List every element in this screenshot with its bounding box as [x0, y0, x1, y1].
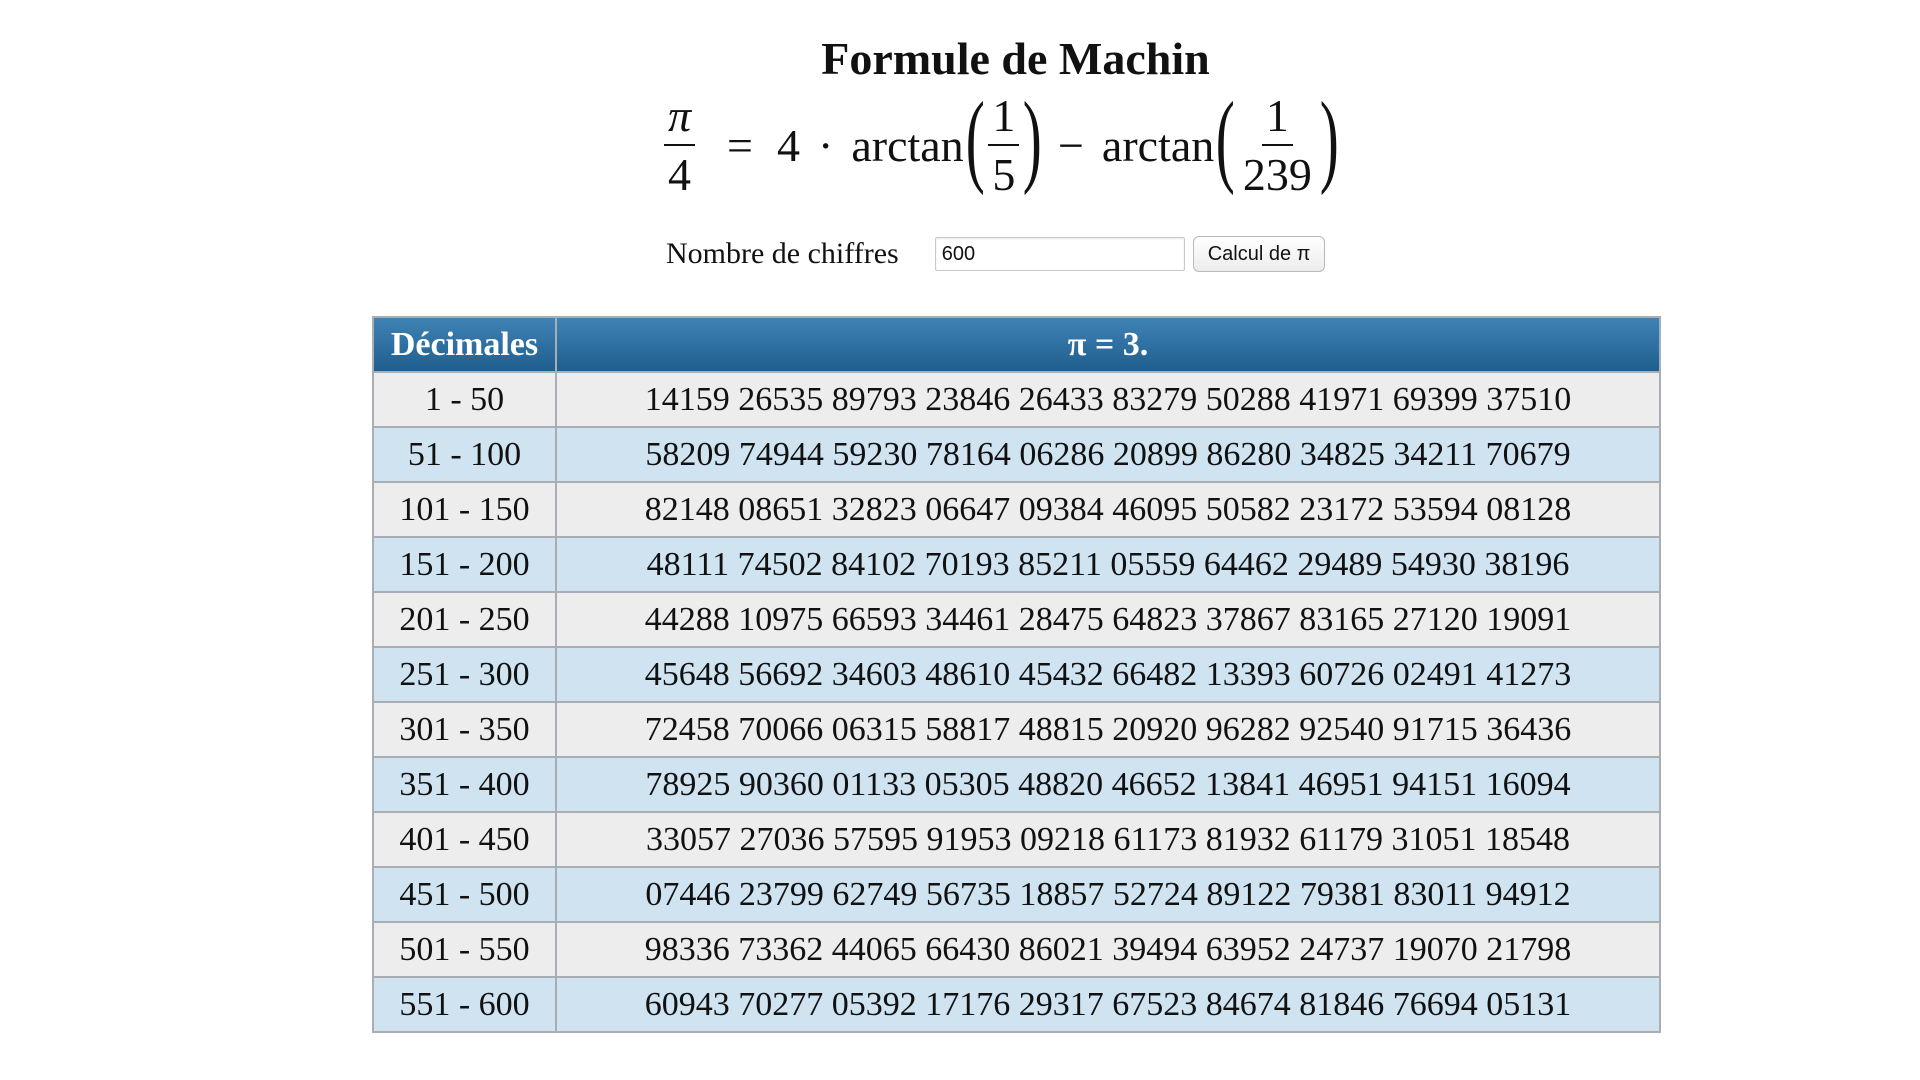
digits-cell: 60943 70277 05392 17176 29317 67523 84674 81846 76694 05131: [556, 977, 1660, 1032]
dot-operator: ·: [818, 119, 834, 171]
digits-cell: 45648 56692 34603 48610 45432 66482 13393 60726 02491 41273: [556, 647, 1660, 702]
lhs-numerator: π: [664, 93, 695, 146]
digits-cell: 98336 73362 44065 66430 86021 39494 63952 24737 19070 21798: [556, 922, 1660, 977]
table-row: [373, 482, 1660, 537]
table-row: [373, 647, 1660, 702]
compute-pi-button[interactable]: Calcul de π: [1193, 236, 1326, 272]
digits-cell: 14159 26535 89793 23846 26433 83279 50288 41971 69399 37510: [556, 372, 1660, 427]
frac1-numerator: 1: [988, 93, 1019, 146]
range-cell: 201 - 250: [373, 592, 556, 647]
range-cell: 151 - 200: [373, 537, 556, 592]
table-row: [373, 757, 1660, 812]
table-row: [373, 977, 1660, 1032]
digits-controls: [666, 234, 1325, 274]
table-row: [373, 867, 1660, 922]
range-cell: 101 - 150: [373, 482, 556, 537]
digits-cell: 48111 74502 84102 70193 85211 05559 64462 29489 54930 38196: [556, 537, 1660, 592]
table-row: [373, 537, 1660, 592]
frac2-numerator: 1: [1262, 93, 1293, 146]
range-cell: 251 - 300: [373, 647, 556, 702]
digits-cell: 72458 70066 06315 58817 48815 20920 96282 92540 91715 36436: [556, 702, 1660, 757]
paren-close-2: ): [1319, 81, 1339, 196]
page-title: Formule de Machin: [821, 33, 1210, 84]
frac2-denominator: 239: [1242, 148, 1312, 200]
table-row: [373, 592, 1660, 647]
arctan-function-2: arctan: [1101, 119, 1215, 171]
table-row: [373, 427, 1660, 482]
range-cell: 301 - 350: [373, 702, 556, 757]
table-header-row: [373, 317, 1660, 372]
range-cell: 351 - 400: [373, 757, 556, 812]
table-row: [373, 372, 1660, 427]
range-cell: 51 - 100: [373, 427, 556, 482]
digits-cell: 07446 23799 62749 56735 18857 52724 89122 79381 83011 94912: [556, 867, 1660, 922]
machin-formula: [658, 81, 1339, 204]
digits-input[interactable]: [935, 237, 1185, 271]
digits-cell: 58209 74944 59230 78164 06286 20899 86280 34825 34211 70679: [556, 427, 1660, 482]
digits-cell: 78925 90360 01133 05305 48820 46652 13841 46951 94151 16094: [556, 757, 1660, 812]
fraction-one-fifth: [988, 89, 1019, 200]
table-row: [373, 922, 1660, 977]
range-cell: 501 - 550: [373, 922, 556, 977]
range-cell: 401 - 450: [373, 812, 556, 867]
header-pi: π = 3.: [556, 317, 1660, 372]
digits-cell: 44288 10975 66593 34461 28475 64823 37867 83165 27120 19091: [556, 592, 1660, 647]
range-cell: 1 - 50: [373, 372, 556, 427]
pi-digits-table: [372, 316, 1661, 1033]
coefficient: 4: [777, 119, 800, 171]
lhs-denominator: 4: [668, 148, 692, 200]
minus-sign: −: [1057, 119, 1084, 171]
table-row: [373, 702, 1660, 757]
paren-open-2: (: [1216, 81, 1236, 196]
frac1-denominator: 5: [992, 148, 1016, 200]
range-cell: 551 - 600: [373, 977, 556, 1032]
digits-label: Nombre de chiffres: [666, 237, 899, 270]
paren-close-1: ): [1023, 81, 1043, 196]
equals-sign: =: [727, 119, 753, 171]
paren-open-1: (: [965, 81, 985, 196]
fraction-one-239th: [1239, 89, 1316, 200]
header-decimales: Décimales: [373, 317, 556, 372]
digits-cell: 33057 27036 57595 91953 09218 61173 81932 61179 31051 18548: [556, 812, 1660, 867]
arctan-function-1: arctan: [851, 119, 964, 171]
lhs-fraction: [664, 89, 695, 200]
table-row: [373, 812, 1660, 867]
range-cell: 451 - 500: [373, 867, 556, 922]
digits-cell: 82148 08651 32823 06647 09384 46095 50582 23172 53594 08128: [556, 482, 1660, 537]
